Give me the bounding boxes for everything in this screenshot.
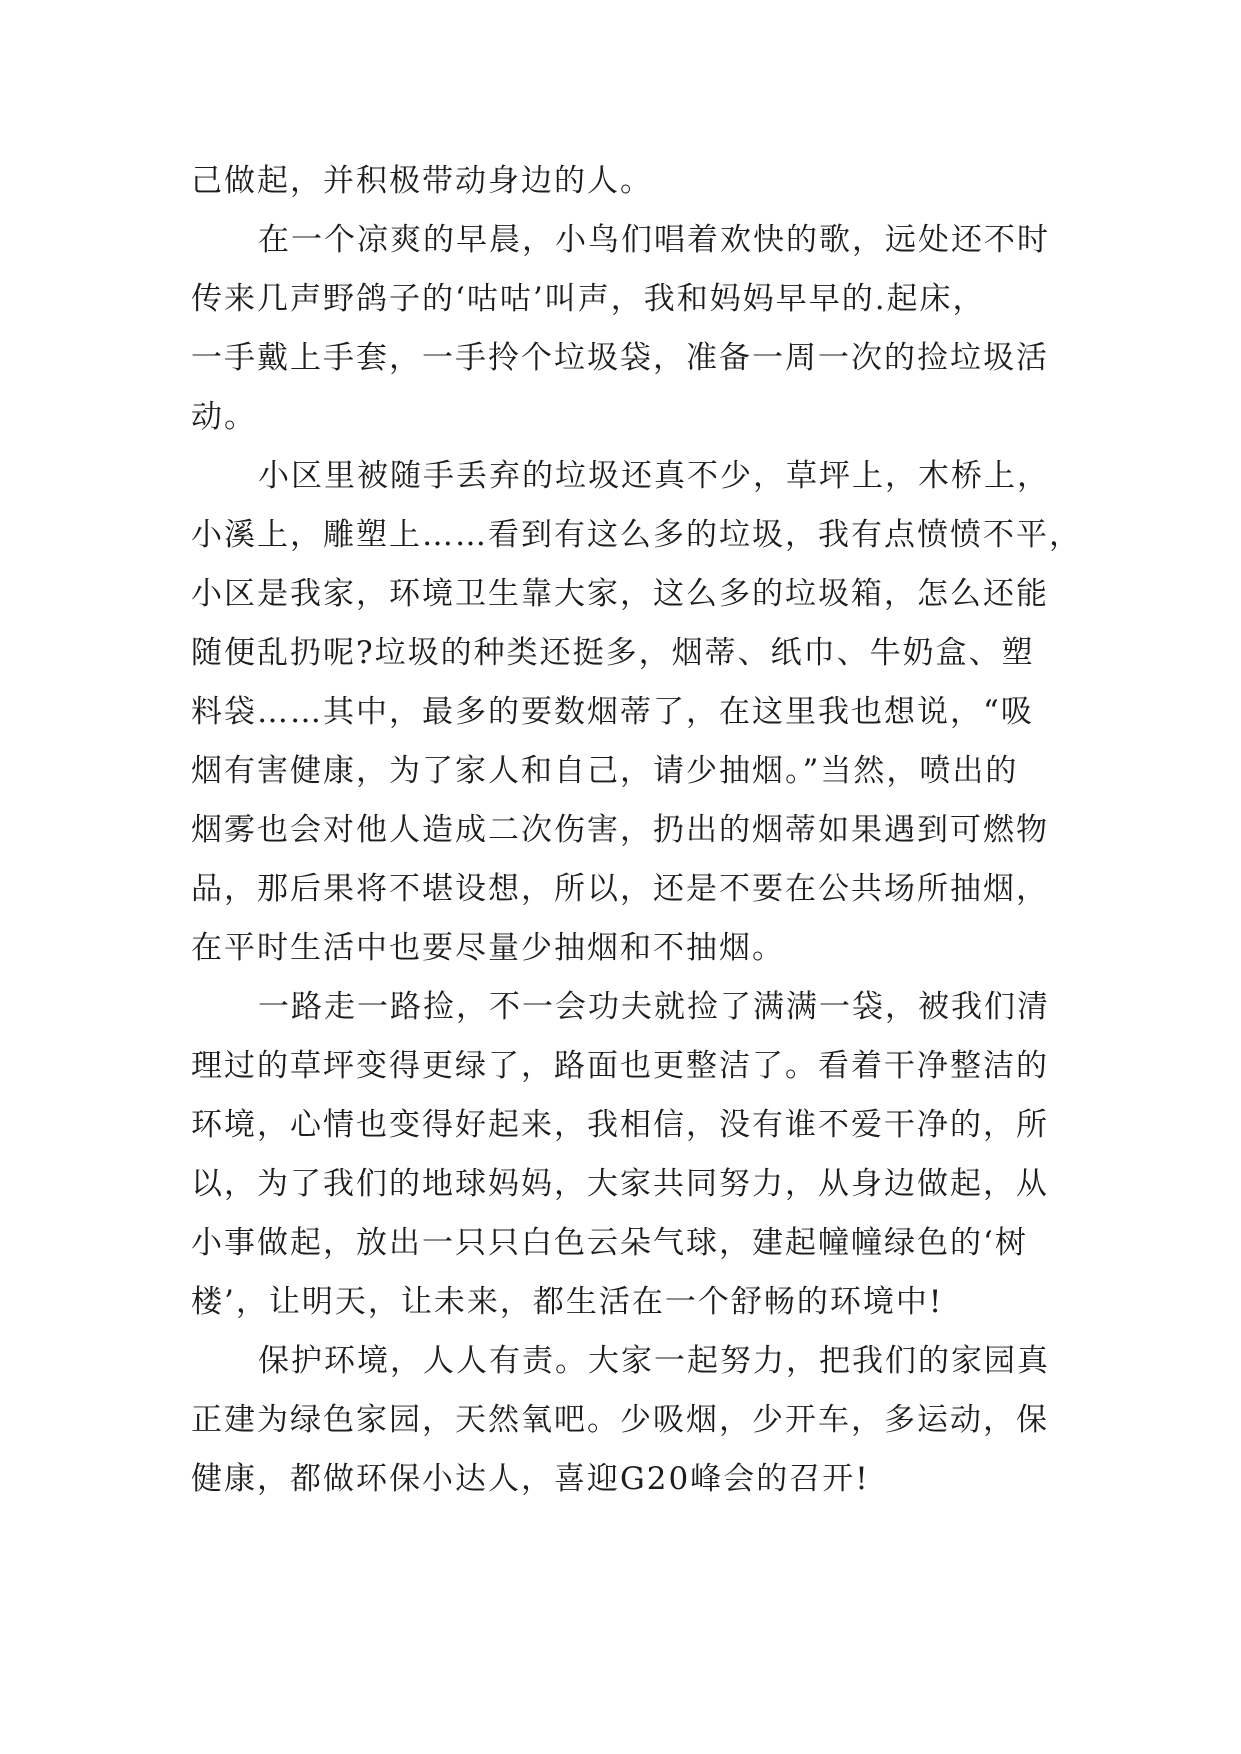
text-line: 己做起，并积极带动身边的人。 — [191, 163, 653, 199]
text-line: 楼’，让明天，让未来，都生活在一个舒畅的环境中! — [191, 1284, 944, 1320]
text-line: 烟雾也会对他人造成二次伤害，扔出的烟蒂如果遇到可燃物 — [191, 812, 1049, 848]
text-line: 一手戴上手套，一手拎个垃圾袋，准备一周一次的捡垃圾活 — [191, 340, 1049, 376]
text-line: 理过的草坪变得更绿了，路面也更整洁了。看着干净整洁的 — [191, 1048, 1049, 1084]
text-line: 小区里被随手丢弃的垃圾还真不少，草坪上，木桥上， — [258, 458, 1050, 494]
text-line: 品，那后果将不堪设想，所以，还是不要在公共场所抽烟， — [191, 871, 1049, 907]
text-line: 小溪上，雕塑上……看到有这么多的垃圾，我有点愤愤不平， — [191, 517, 1082, 553]
text-line: 小事做起，放出一只只白色云朵气球，建起幢幢绿色的‘树 — [191, 1225, 1028, 1261]
body-text — [191, 152, 1082, 1509]
text-line: 在一个凉爽的早晨，小鸟们唱着欢快的歌，远处还不时 — [258, 222, 1050, 258]
text-line: 在平时生活中也要尽量少抽烟和不抽烟。 — [191, 930, 785, 966]
text-line: 环境，心情也变得好起来，我相信，没有谁不爱干净的，所 — [191, 1107, 1049, 1143]
text-line: 一路走一路捡，不一会功夫就捡了满满一袋，被我们清 — [258, 989, 1050, 1025]
text-line: 以，为了我们的地球妈妈，大家共同努力，从身边做起，从 — [191, 1166, 1049, 1202]
text-line: 正建为绿色家园，天然氧吧。少吸烟，少开车，多运动，保 — [191, 1402, 1049, 1438]
text-line: 料袋……其中，最多的要数烟蒂了，在这里我也想说，“吸 — [191, 694, 1034, 730]
text-line: 随便乱扔呢?垃圾的种类还挺多，烟蒂、纸巾、牛奶盒、塑 — [191, 635, 1035, 671]
text-line: 小区是我家，环境卫生靠大家，这么多的垃圾箱，怎么还能 — [191, 576, 1049, 612]
text-line: 健康，都做环保小达人，喜迎G20峰会的召开! — [191, 1461, 870, 1497]
text-line: 烟有害健康，为了家人和自己，请少抽烟。”当然，喷出的 — [191, 753, 1019, 789]
text-line: 动。 — [191, 399, 257, 435]
text-line: 传来几声野鸽子的‘咕咕’叫声，我和妈妈早早的.起床， — [191, 281, 986, 317]
text-line: 保护环境，人人有责。大家一起努力，把我们的家园真 — [258, 1343, 1050, 1379]
